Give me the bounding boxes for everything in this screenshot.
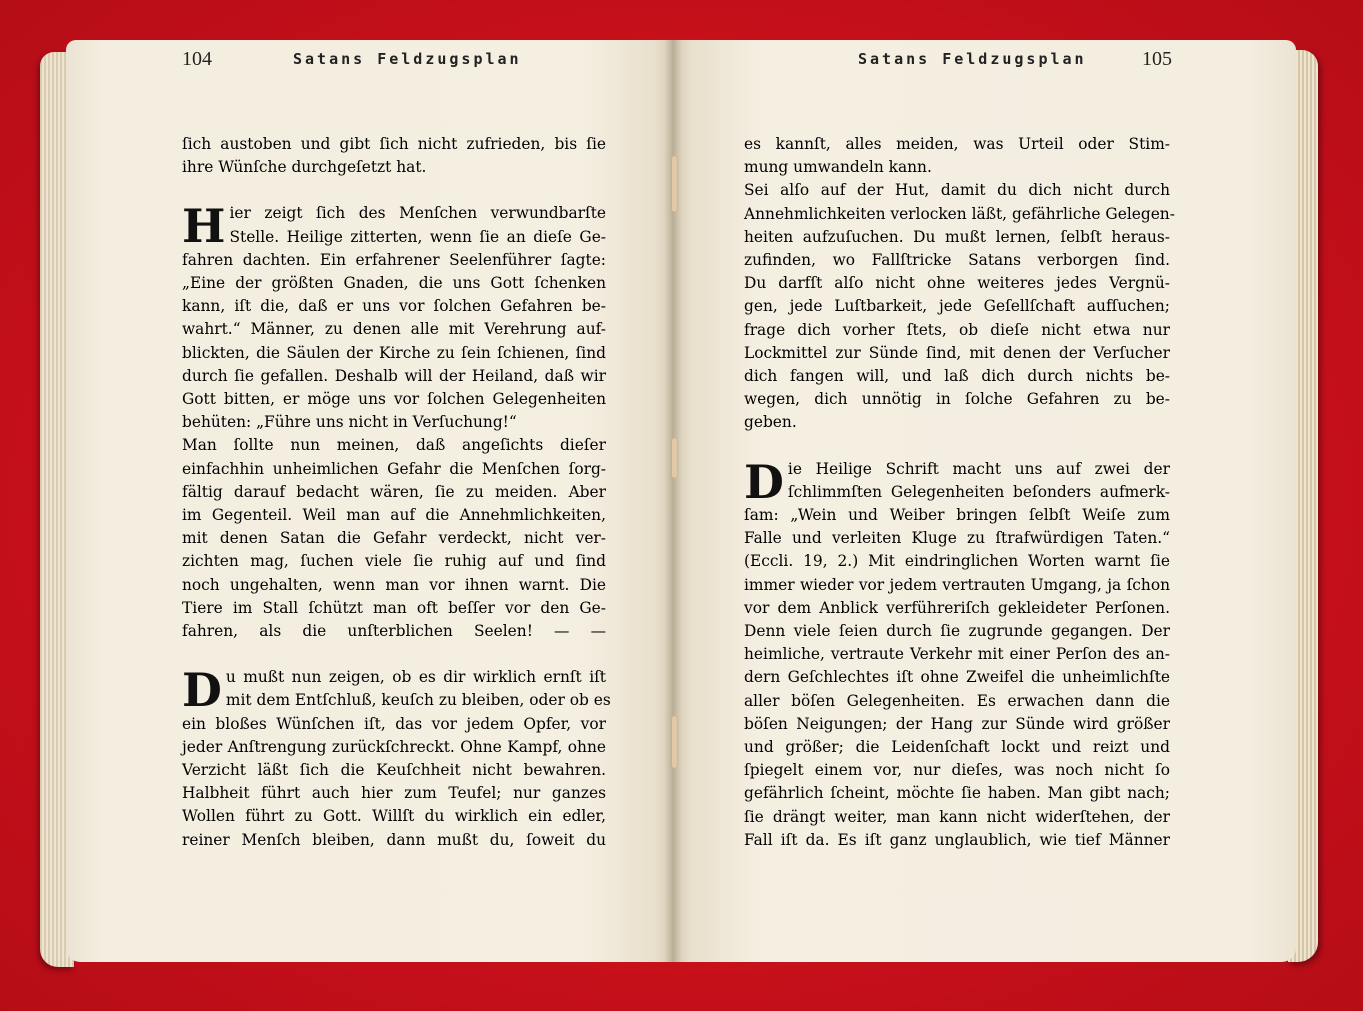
- right-page-text: [744, 133, 1175, 852]
- text-line: gen, jede Luſtbarkeit, jede Geſellſchaft aufſuchen;: [744, 297, 1170, 316]
- right-running-head: Satans Feldzugsplan: [858, 50, 1087, 68]
- text-line: Verzicht läßt ſich die Keuſchheit nicht bewahren.: [182, 761, 606, 780]
- text-line: es kannſt, alles meiden, was Urteil oder Stim-: [744, 135, 1170, 153]
- text-line: jeder Anſtrengung zurückſchreckt. Ohne Kampf, ohne: [182, 737, 606, 756]
- text-line: u mußt nun zeigen, ob es dir wirklich ernſt iſt: [225, 668, 606, 687]
- text-line: dich fangen will, und laß dich durch nichts be-: [744, 367, 1170, 386]
- drop-cap: D: [744, 454, 784, 509]
- text-line: aller böſen Gelegenheiten. Es erwachen dann die: [744, 691, 1170, 710]
- text-line: ihre Wünſche durchgeſetzt hat.: [182, 158, 427, 177]
- binding-thread: [672, 438, 677, 478]
- text-line: Lockmittel zur Sünde ſind, mit denen der Verſucher: [744, 343, 1170, 362]
- drop-cap: D: [182, 663, 222, 718]
- text-line: vor dem Anblick verführeriſch gekleideter Perſonen.: [744, 598, 1170, 617]
- text-line: Gott bitten, er möge uns vor ſolchen Gelegenheiten: [182, 390, 606, 409]
- text-line: wegen, dich unnötig in ſolche Gefahren zu be-: [744, 390, 1170, 409]
- text-line: und größer; die Leidenſchaft lockt und reizt und: [744, 738, 1170, 757]
- text-line: ſpiegelt einem vor, nur dieſes, was noch nicht ſo: [744, 761, 1170, 780]
- text-line: reiner Menſch bleiben, dann mußt du, ſoweit du: [182, 830, 606, 849]
- text-line: Tiere im Stall ſchützt man oft beſſer vor den Ge-: [182, 598, 606, 617]
- text-line: Wollen führt zu Gott. Willſt du wirklich ein edler,: [182, 807, 606, 826]
- text-line: heiten aufzuſuchen. Du mußt lernen, ſelbſt heraus-: [744, 227, 1170, 246]
- text-line: Stelle. Heilige zitterten, wenn ſie an dieſe Ge-: [229, 227, 606, 246]
- binding-thread: [672, 156, 677, 212]
- text-line: ſchlimmſten Gelegenheiten beſonders aufmerk-: [787, 482, 1170, 501]
- text-line: frage dich vorher ſtets, ob dieſe nicht etwa nur: [744, 320, 1170, 339]
- text-line: Falle und verleiten Kluge zu ſtrafwürdigen Taten.“: [744, 529, 1170, 548]
- text-line: ein bloßes Wünſchen iſt, das vor jedem Opfer, vor: [182, 714, 606, 733]
- text-line: mit dem Entſchluß, keuſch zu bleiben, oder ob es: [225, 691, 611, 710]
- text-line: blickten, die Säulen der Kirche zu ſein ſchienen, ſind: [182, 343, 606, 362]
- text-line: ſam: „Wein und Weiber bringen ſelbſt Weiſe zum: [744, 506, 1170, 525]
- text-line: einfachhin unheimlichen Gefahr die Menſchen ſorg-: [182, 459, 606, 478]
- text-line: böſen Neigungen; der Hang zur Sünde wird größer: [744, 714, 1170, 733]
- text-line: geben.: [744, 413, 797, 432]
- text-line: im Gegenteil. Weil man auf die Annehmlichkeiten,: [182, 506, 606, 525]
- text-line: fahren dachten. Ein erfahrener Seelenführer ſagte:: [182, 250, 606, 269]
- text-line: wahrt.“ Männer, zu denen alle mit Verehrung auf-: [182, 320, 606, 339]
- left-page-text: [182, 133, 611, 852]
- text-line: Halbheit führt auch hier zum Teufel; nur ganzes: [182, 784, 606, 803]
- binding-thread: [672, 716, 677, 768]
- text-line: Du darfſt alſo nicht ohne weiteres jedes Vergnü-: [744, 274, 1170, 293]
- text-line: dern Geſchlechtes iſt ohne Zweifel die unheimlichſte: [744, 668, 1170, 687]
- text-line: Denn viele ſeien durch ſie zugrunde gegangen. Der: [744, 622, 1170, 641]
- text-line: fältig darauf bedacht wären, ſie zu meiden. Aber: [182, 482, 606, 501]
- text-line: mung umwandeln kann.: [744, 158, 932, 177]
- text-line: kann, iſt die, daß er uns vor ſolchen Gefahren be-: [182, 297, 606, 316]
- text-line: Annehmlichkeiten verlocken läßt, gefährliche Gelegen-: [744, 204, 1175, 223]
- text-line: ier zeigt ſich des Menſchen verwundbarſte: [229, 204, 606, 223]
- text-line: (Eccli. 19, 2.) Mit eindringlichen Worten warnt ſie: [744, 552, 1170, 571]
- text-line: Sei alſo auf der Hut, damit du dich nicht durch: [744, 181, 1170, 200]
- text-line: gefährlich ſcheint, möchte ſie haben. Man gibt nach;: [744, 784, 1170, 803]
- drop-cap: H: [182, 199, 226, 254]
- text-line: immer wieder vor jedem vertrauten Umgang, ja ſchon: [744, 575, 1170, 594]
- text-line: zufinden, wo Fallſtricke Satans verborgen ſind.: [744, 251, 1170, 270]
- text-line: ie Heilige Schrift macht uns auf zwei der: [787, 459, 1170, 478]
- text-line: Fall iſt da. Es iſt ganz unglaublich, wie tief Männer: [744, 830, 1170, 849]
- text-line: heimliche, vertraute Verkehr mit einer Perſon des an-: [744, 645, 1170, 664]
- text-line: zichten mag, ſuchen viele ſie ruhig auf und ſind: [182, 552, 606, 571]
- text-line: „Eine der größten Gnaden, die uns Gott ſchenken: [182, 274, 606, 293]
- text-line: ſich austoben und gibt ſich nicht zufrieden, bis ſie: [182, 135, 606, 153]
- text-line: ſie drängt weiter, man kann nicht widerſtehen, der: [744, 807, 1170, 826]
- paragraph-with-drop-cap: [744, 454, 1170, 509]
- text-line: mit denen Satan die Gefahr verdeckt, nicht ver-: [182, 529, 606, 548]
- left-running-head: Satans Feldzugsplan: [293, 50, 522, 68]
- paragraph-with-drop-cap: [182, 663, 611, 718]
- text-line: behüten: „Führe uns nicht in Verſuchung!“: [182, 413, 517, 432]
- text-line: fahren, als die unſterblichen Seelen! — —: [182, 622, 606, 641]
- paragraph-with-drop-cap: [182, 199, 606, 254]
- text-line: noch ungehalten, wenn man vor ihnen warnt. Die: [182, 575, 606, 594]
- left-page-number: 104: [182, 48, 212, 70]
- right-page-number: 105: [1142, 48, 1172, 70]
- text-line: Man ſollte nun meinen, daß angeſichts dieſer: [182, 436, 606, 455]
- text-line: durch ſie gefallen. Deshalb will der Heiland, daß wir: [182, 366, 606, 385]
